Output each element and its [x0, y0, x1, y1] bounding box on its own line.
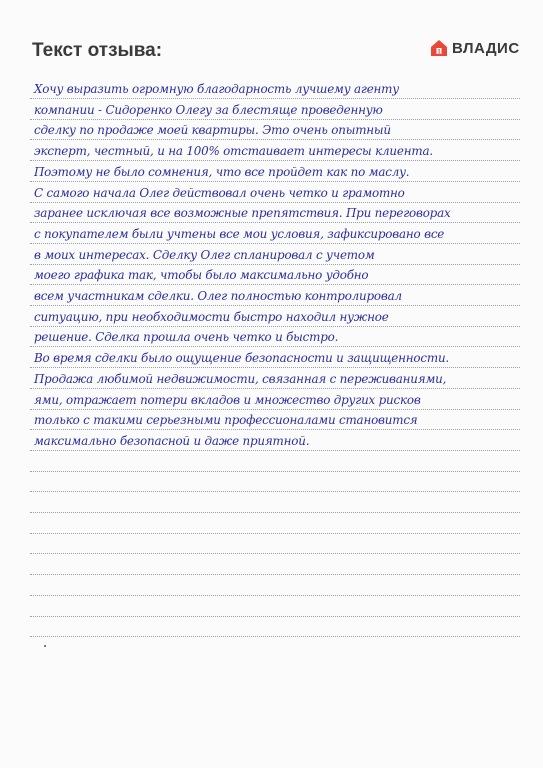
ruled-line [30, 574, 520, 575]
review-line: максимально безопасной и даже приятной. [34, 433, 310, 448]
ruled-line [30, 367, 520, 368]
ruled-line [30, 98, 520, 99]
review-line: заранее исключая все возможные препятствия. При переговорах [34, 206, 451, 221]
ruled-line [30, 553, 520, 554]
ruled-line [30, 491, 520, 492]
ruled-line [30, 119, 520, 120]
review-line: компании - Сидоренко Олегу за блестяще проведенную [34, 102, 383, 117]
review-line: Продажа любимой недвижимости, связанная с переживаниями, [34, 371, 447, 386]
brand-name: ВЛАДИС [452, 39, 520, 57]
ruled-line [30, 471, 520, 472]
review-line: Хочу выразить огромную благодарность лучшему агенту [34, 82, 399, 96]
ruled-line [30, 305, 520, 306]
ruled-line [30, 243, 520, 244]
svg-text:1: 1 [437, 49, 441, 56]
ruled-line [30, 595, 520, 596]
ruled-line [30, 222, 520, 223]
ruled-line [30, 388, 520, 389]
review-line: только с такими серьезными профессионалами становится [34, 413, 418, 428]
review-line: сделку по продаже моей квартиры. Это очень опытный [34, 123, 391, 138]
review-line: Во время сделки было ощущение безопасности и защищенности. [34, 351, 450, 366]
ruled-line [30, 346, 520, 347]
review-line: ситуацию, при необходимости быстро находил нужное [34, 309, 389, 324]
ruled-line [30, 160, 520, 161]
review-line: ями, отражает потери вкладов и множество других рисков [34, 392, 421, 407]
ruled-line [30, 429, 520, 430]
review-line: в моих интересах. Сделку Олег спланировал с учетом [34, 247, 375, 262]
review-line: эксперт, честный, и на 100% отстаивает интересы клиента. [34, 144, 433, 159]
review-line: моего графика так, чтобы было максимально удобно [34, 268, 369, 283]
ruled-line [30, 264, 520, 265]
ruled-line [30, 181, 520, 182]
page-title: Текст отзыва: [32, 40, 163, 61]
ruled-line [30, 409, 520, 410]
ink-dot [44, 645, 46, 647]
ruled-line [30, 326, 520, 327]
ruled-line [30, 139, 520, 140]
review-line: Поэтому не было сомнения, что все пройдет как по маслу. [34, 164, 410, 179]
ruled-line [30, 450, 520, 451]
ruled-line [30, 636, 520, 637]
review-line: С самого начала Олег действовал очень четко и грамотно [34, 185, 405, 200]
ruled-line [30, 616, 520, 617]
ruled-line [30, 533, 520, 534]
review-line: с покупателем были учтены все мои условия, зафиксировано все [34, 226, 445, 241]
review-line: решение. Сделка прошла очень четко и быстро. [34, 330, 339, 345]
ruled-line [30, 512, 520, 513]
ruled-line [30, 202, 520, 203]
ruled-line [30, 284, 520, 285]
review-line: всем участникам сделки. Олег полностью контролировал [34, 289, 402, 303]
